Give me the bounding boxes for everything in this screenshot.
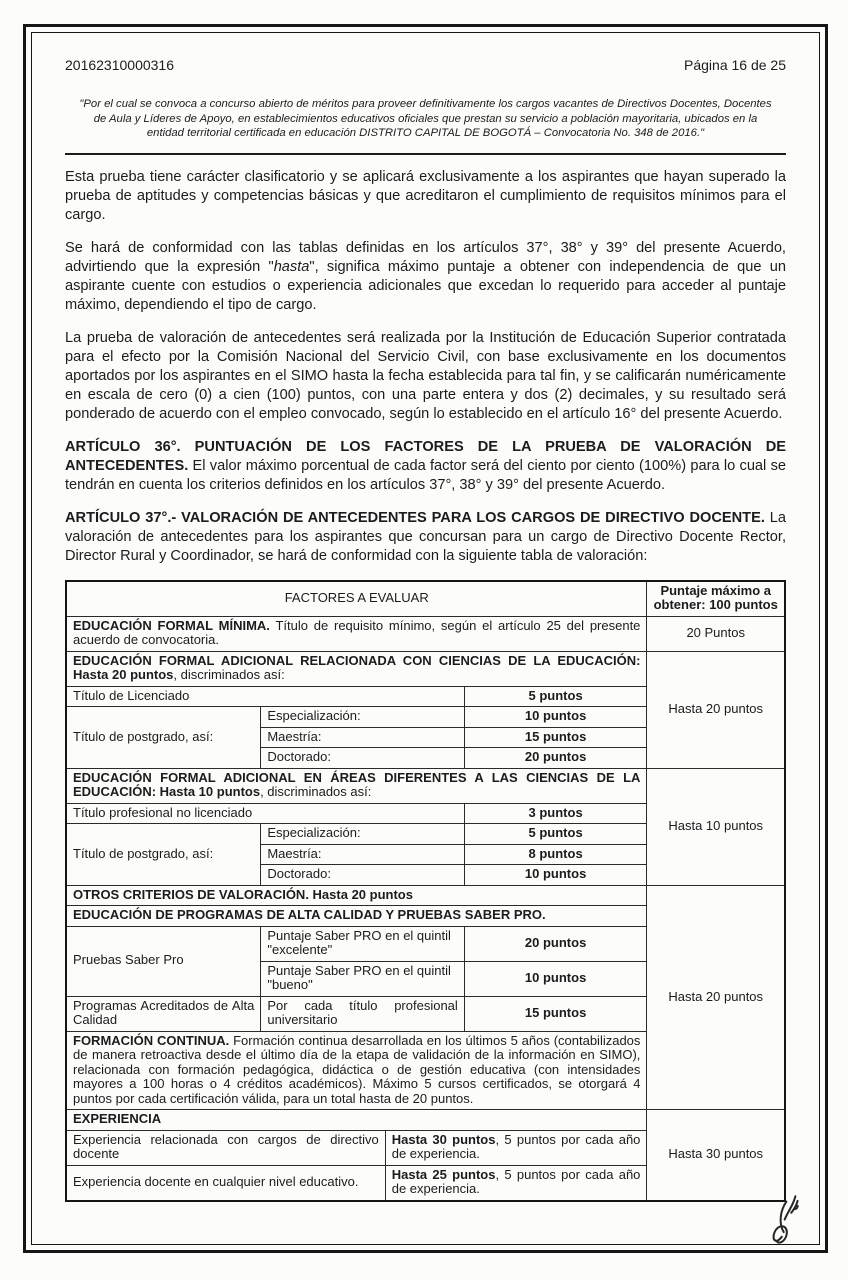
convocation-quote: "Por el cual se convoca a concurso abierto de méritos para proveer definitivamente los cargos vacantes de Directivos Docentes, Docentes de Aula y Líderes de Apoyo, en establecimientos educativos oficiales que prestan su servicio a población mayoritaria, ubicados en la entidad territorial certificada en educación DISTRITO CAPITAL DE BOGOTÁ – Convocatoria No. 348 de 2016." (79, 98, 772, 139)
cell-doctorado-1: Doctorado: (261, 748, 464, 769)
cell-seccion-diferentes (66, 768, 647, 803)
cell-licenciado-puntos: 5 puntos (464, 686, 647, 707)
table-row-seccion-diferentes (66, 768, 785, 803)
educacion-minima-text: Título de requisito mínimo, según el artículo 25 del presente acuerdo de convocatoria. (73, 617, 641, 647)
cell-experiencia-directivo-puntos (385, 1130, 647, 1165)
cell-maestria-1-puntos: 15 puntos (464, 727, 647, 748)
cell-titulo-licenciado: Título de Licenciado (66, 686, 464, 707)
cell-20-puntos: 20 Puntos (647, 616, 785, 651)
cell-formacion-continua (66, 1031, 647, 1110)
cell-programas-acreditados: Programas Acreditados de Alta Calidad (66, 996, 261, 1031)
page-border-inner (31, 32, 820, 1245)
paragraph-tablas-start: Se hará de conformidad con las tablas definidas en los artículos 37°, 38° y 39° del presente Acuerdo, advirtiendo que la expresión " (65, 239, 786, 275)
article-36-paragraph (65, 438, 786, 495)
cell-profesional-no-licenciado: Título profesional no licenciado (66, 803, 464, 824)
cell-experiencia-docente-puntos (385, 1165, 647, 1201)
experiencia-docente-puntos-bold: Hasta 25 puntos (391, 1166, 496, 1182)
table-row-educacion-minima (66, 616, 785, 651)
article-37-text: La valoración de antecedentes para los aspirantes que concursan para un cargo de Directivo Docente Rector, Director Rural y Coordinador, se hará de conformidad con la siguiente tabla de valoración: (65, 509, 786, 564)
doc-number: 20162310000316 (65, 57, 175, 73)
cell-factores-header: FACTORES A EVALUAR (66, 581, 647, 617)
cell-educacion-minima (66, 616, 647, 651)
cell-experiencia-docente: Experiencia docente en cualquier nivel educativo. (66, 1165, 385, 1201)
experiencia-directivo-puntos-bold: Hasta 30 puntos (391, 1131, 496, 1147)
cell-hasta-20-puntos-1: Hasta 20 puntos (647, 651, 785, 768)
experiencia-directivo-puntos-text: , 5 puntos por cada año de experiencia. (391, 1131, 641, 1161)
cell-otros-criterios: OTROS CRITERIOS DE VALORACIÓN. Hasta 20 puntos (66, 885, 647, 906)
cell-experiencia-header: EXPERIENCIA (66, 1110, 647, 1131)
cell-hasta-20-puntos-2: Hasta 20 puntos (647, 885, 785, 1110)
cell-hasta-30-puntos: Hasta 30 puntos (647, 1110, 785, 1201)
cell-quintil-excelente: Puntaje Saber PRO en el quintil "excelente" (261, 926, 464, 961)
cell-maestria-1: Maestría: (261, 727, 464, 748)
cell-doctorado-2-puntos: 10 puntos (464, 865, 647, 886)
cell-maestria-2: Maestría: (261, 844, 464, 865)
cell-especializacion-1: Especialización: (261, 707, 464, 728)
document-header (65, 57, 786, 73)
cell-puntaje-maximo-header: Puntaje máximo a obtener: 100 puntos (647, 581, 785, 617)
page-number: Página 16 de 25 (684, 57, 786, 73)
formacion-continua-text: Formación continua desarrollada en los últimos 5 años (contabilizados de manera retroactiva desde el último día de la etapa de validación de la información en SIMO), relacionada con formación pedagógica, didáctica o de gestión educativa (con intensidades mayores a 100 horas o 4 créditos académicos). Máximo 5 cursos certificados, se otorgará 4 puntos por cada certificación válida, para un total hasta de 20 puntos. (73, 1032, 641, 1106)
table-row-header (66, 581, 785, 617)
cell-doctorado-2: Doctorado: (261, 865, 464, 886)
article-37-paragraph (65, 509, 786, 566)
separator-line (65, 153, 786, 155)
seccion-relacionada-title: EDUCACIÓN FORMAL ADICIONAL RELACIONADA CON CIENCIAS DE LA EDUCACIÓN: Hasta 20 puntos (73, 652, 641, 682)
cell-quintil-bueno: Puntaje Saber PRO en el quintil "bueno" (261, 961, 464, 996)
cell-quintil-bueno-puntos: 10 puntos (464, 961, 647, 996)
paragraph-tablas (65, 239, 786, 315)
seccion-diferentes-text: , discriminados así: (260, 784, 372, 799)
cell-profesional-puntos: 3 puntos (464, 803, 647, 824)
cell-hasta-10-puntos: Hasta 10 puntos (647, 768, 785, 885)
cell-programas-puntos: 15 puntos (464, 996, 647, 1031)
table-row-experiencia-header (66, 1110, 785, 1131)
paragraph-tablas-end: ", significa máximo puntaje a obtener con independencia de que un aspirante cuente con estudios o experiencia adicionales que excedan lo requerido para acceder al puntaje máximo, dependiendo el tipo de cargo. (65, 258, 787, 313)
seccion-diferentes-title: EDUCACIÓN FORMAL ADICIONAL EN ÁREAS DIFERENTES A LAS CIENCIAS DE LA EDUCACIÓN: Hasta 10 puntos (73, 769, 641, 799)
seccion-relacionada-text: , discriminados así: (173, 667, 285, 682)
cell-seccion-relacionada (66, 651, 647, 686)
experiencia-docente-puntos-text: , 5 puntos por cada año de experiencia. (391, 1166, 641, 1196)
article-37-title: ARTÍCULO 37°.- VALORACIÓN DE ANTECEDENTES PARA LOS CARGOS DE DIRECTIVO DOCENTE. (65, 509, 765, 526)
cell-maestria-2-puntos: 8 puntos (464, 844, 647, 865)
article-36-title: ARTÍCULO 36°. PUNTUACIÓN DE LOS FACTORES DE LA PRUEBA DE VALORACIÓN DE ANTECEDENTES. (65, 438, 786, 474)
cell-experiencia-directivo: Experiencia relacionada con cargos de directivo docente (66, 1130, 385, 1165)
cell-postgrado-1: Título de postgrado, así: (66, 707, 261, 769)
page-content (65, 57, 786, 1202)
formacion-continua-title: FORMACIÓN CONTINUA. (73, 1032, 230, 1048)
cell-especializacion-1-puntos: 10 puntos (464, 707, 647, 728)
cell-especializacion-2-puntos: 5 puntos (464, 824, 647, 845)
cell-pruebas-saber-pro: Pruebas Saber Pro (66, 926, 261, 996)
cell-doctorado-1-puntos: 20 puntos (464, 748, 647, 769)
cell-postgrado-2: Título de postgrado, así: (66, 824, 261, 886)
paragraph-clasificatorio: Esta prueba tiene carácter clasificatorio y se aplicará exclusivamente a los aspirantes que hayan superado la prueba de aptitudes y competencias básicas y que acreditaron el cumplimiento de requisitos mínimos para el cargo. (65, 168, 786, 223)
hasta-italic: hasta (273, 258, 310, 275)
cell-por-cada-titulo: Por cada título profesional universitario (261, 996, 464, 1031)
cell-alta-calidad-header: EDUCACIÓN DE PROGRAMAS DE ALTA CALIDAD Y PRUEBAS SABER PRO. (66, 906, 647, 927)
educacion-minima-title: EDUCACIÓN FORMAL MÍNIMA. (73, 617, 270, 633)
cell-quintil-excelente-puntos: 20 puntos (464, 926, 647, 961)
valuation-table (65, 580, 786, 1202)
paragraph-valoracion: La prueba de valoración de antecedentes será realizada por la Institución de Educación Superior contratada para el efecto por la Comisión Nacional del Servicio Civil, con base exclusivamente en los documentos aportados por los aspirantes en el SIMO hasta la fecha establecida para tal fin, y se calificarán numéricamente en escala de cero (0) a cien (100) puntos, con una parte entera y dos (2) decimales, y su resultado será ponderado de acuerdo con el empleo convocado, según lo establecido en el artículo 16° del presente Acuerdo. (65, 329, 786, 422)
article-36-text: El valor máximo porcentual de cada factor será del ciento por ciento (100%) para lo cual se tendrán en cuenta los criterios definidos en los artículos 37°, 38° y 39° del presente Acuerdo. (65, 457, 786, 493)
table-row-seccion-relacionada (66, 651, 785, 686)
cell-especializacion-2: Especialización: (261, 824, 464, 845)
table-row-otros-criterios (66, 885, 785, 906)
